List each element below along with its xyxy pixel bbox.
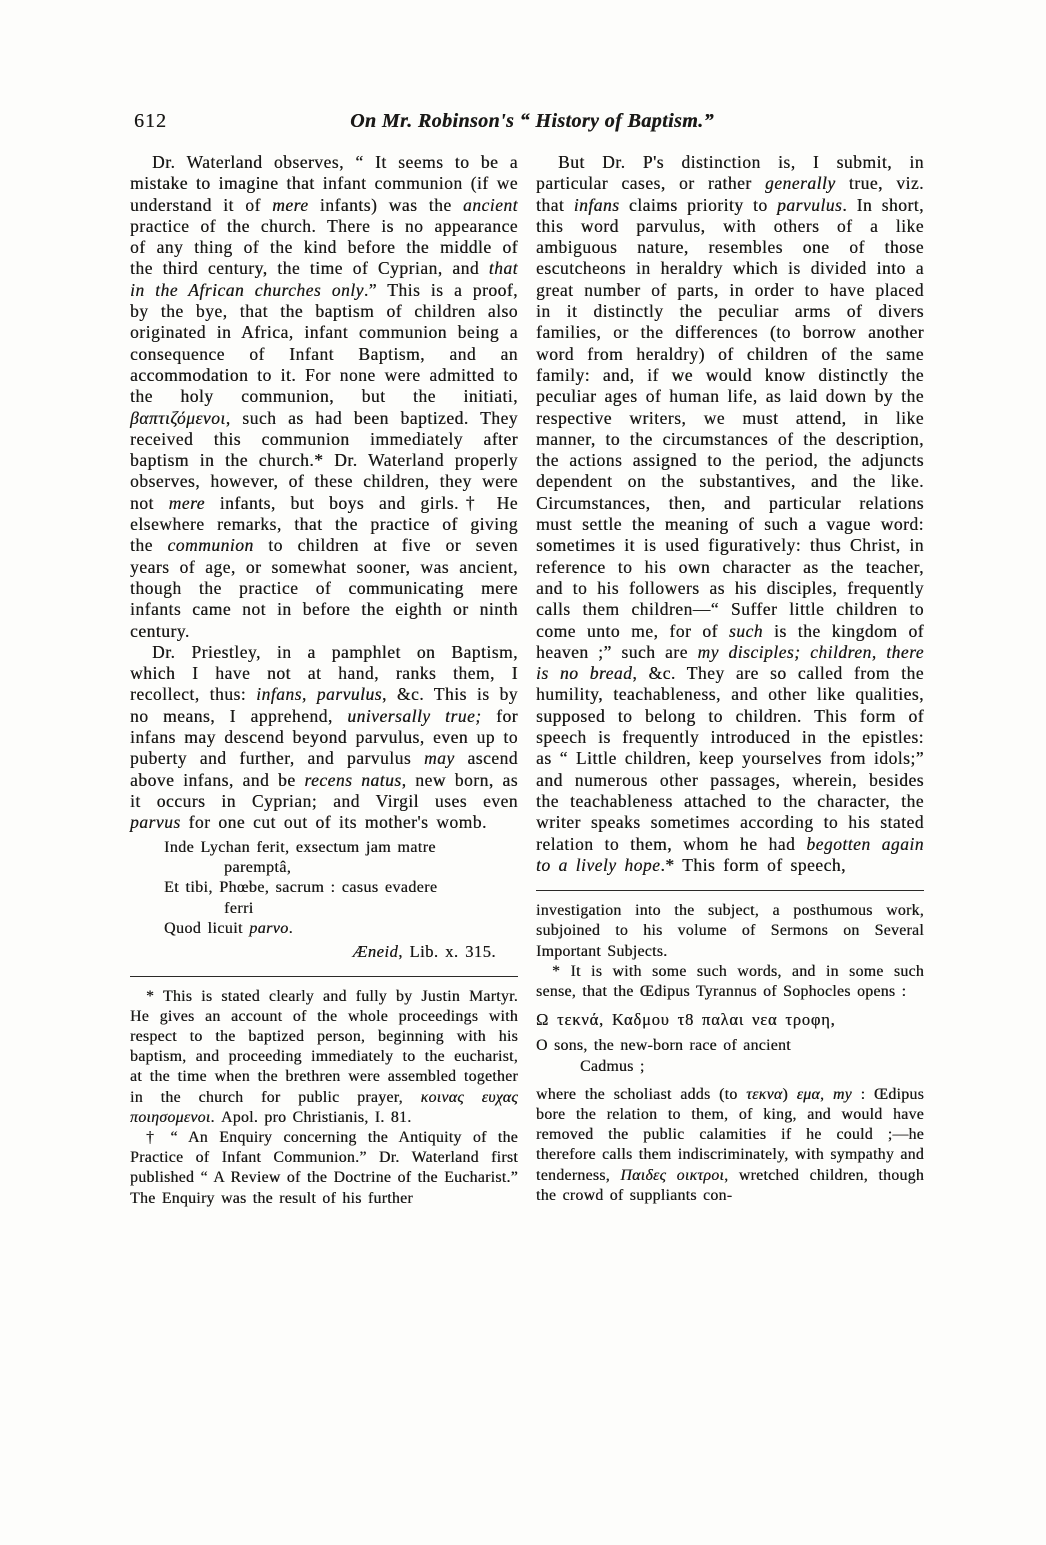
verse-attribution: Æneid, Lib. x. 315. xyxy=(352,941,496,961)
footnote-scholiast: where the scholiast adds (to τεκνα) εμα, my : Œdipus bore the relation to them, of king, and would have removed the public calamities if he could ;—he therefore calls them indiscriminately, with sympathy and tenderness, Παιδες οικτροι, wretched children, though the crowd of suppliants con- xyxy=(536,1085,925,1204)
verse-line: paremptâ, xyxy=(224,858,292,876)
page-header xyxy=(130,110,934,140)
footnote-dagger: † “ An Enquiry concerning the Antiquity of the Practice of Infant Communion.” Dr. Waterland first published “ A Review of the Doctrine of the Eucharist.” The Enquiry was the result of his further xyxy=(130,1128,518,1207)
paragraph-distinction: But Dr. P's distinction is, I submit, in particular cases, or rather generally true, viz. that infans claims priority to parvulus. In short, this word parvulus, with others of a like ambiguous nature, resembles one of those escutcheons in heraldry which is divided into a great number of parts, in order to have placed in it distinctly the peculiar arms of divers families, or the differences (to borrow another word from heraldry) of children of the same family: and, if we would know distinctly the peculiar ages of human life, as laid down by the respective writers, we must attend, in like manner, to the circumstances of the description, the actions assigned to the period, the adjuncts dependent on the substantives, and the like. Circumstances, then, and particular relations must settle the meaning of such a vague word: sometimes it is used figuratively: thus Christ, in reference to his own character as the teacher, and to his followers as his disciples, frequently calls them children—“ Suffer little children to come unto me, for of such is the kingdom of heaven ;” such are my disciples; children, there is no bread, &c. They are so called from the humility, teachableness, and other like qualities, supposed to belong to children. This form of speech is frequently introduced in the epistles: as “ Little children, keep yourselves from idols;” and numerous other passages, wherein, besides the teachableness attached to the character, the writer speaks sometimes according to his stated relation to them, whom he had begotten again to a lively hope.* This form of speech, xyxy=(536,152,924,875)
two-column-text xyxy=(130,152,924,1209)
verse-line: Inde Lychan ferit, exsectum jam matre xyxy=(164,838,436,856)
greek-verse-line: Ω τεκνά, Καδμου τ8 παλαι νεα τροφη, xyxy=(536,1010,836,1030)
left-footnotes xyxy=(130,987,518,1209)
translation-line: Cadmus ; xyxy=(580,1057,645,1075)
paragraph-waterland: Dr. Waterland observes, “ It seems to be a mistake to imagine that infant communion (if we understand it of mere infants) was the ancient practice of the church. There is no appearance of any thing of the kind before the middle of the third century, the time of Cyprian, and that in the African churches only.” This is a proof, by the bye, that the baptism of children also originated in Africa, infant communion being a consequence of Infant Baptism, and an accommodation to it. For none were admitted to the holy communion, but the initiati, βαπτιζόμενοι, such as had been baptized. They received this communion immediately after baptism in the church.* Dr. Waterland properly observes, however, of these children, they were not mere infants, but boys and girls.† He elsewhere remarks, that the practice of giving the communion to children at five or seven years of age, or somewhat sooner, was ancient, though the practice of communicating mere infants came not in before the eighth or ninth century. xyxy=(130,152,518,641)
left-column xyxy=(130,152,518,1209)
verse-line: Quod licuit parvo. xyxy=(164,920,293,938)
page-number: 612 xyxy=(134,110,167,132)
right-footnotes xyxy=(536,901,924,1206)
running-title: On Mr. Robinson's “ History of Baptism.” xyxy=(350,110,714,132)
verse-line: Et tibi, Phœbe, sacrum : casus evadere xyxy=(164,879,438,897)
verse-translation xyxy=(536,1036,924,1076)
footnote-asterisk: * This is stated clearly and fully by Justin Martyr. He gives an account of the whole proceedings with respect to the baptized person, beginning with his baptism, and proceeding immediately to the eucharist, at the time when the brethren were assembled together in the church for public prayer, κοινας ευχας ποιησομενοι. Apol. pro Christianis, I. 81. xyxy=(130,987,518,1126)
translation-line: O sons, the new-born race of ancient xyxy=(536,1037,791,1055)
paragraph-priestley: Dr. Priestley, in a pamphlet on Baptism, which I have not at hand, ranks them, I recollect, thus: infans, parvulus, &c. This is by no means, I apprehend, universally true; for infans may descend beyond parvulus, even up to puberty and further, and parvulus may ascend above infans, and be recens natus, new born, as it occurs in Cyprian; and Virgil uses even parvus for one cut out of its mother's womb. xyxy=(130,641,519,833)
footnote-separator-rule xyxy=(536,890,924,891)
footnote-asterisk: * It is with some such words, and in some such sense, that the Œdipus Tyrannus of Sophocles opens : xyxy=(536,962,924,1000)
footnote-continuation: investigation into the subject, a posthumous work, subjoined to his volume of Sermons on Several Important Subjects. xyxy=(536,902,924,960)
latin-verse xyxy=(164,838,518,940)
footnote-separator-rule xyxy=(130,976,518,977)
right-column xyxy=(536,152,924,1209)
verse-line: ferri xyxy=(224,899,254,917)
